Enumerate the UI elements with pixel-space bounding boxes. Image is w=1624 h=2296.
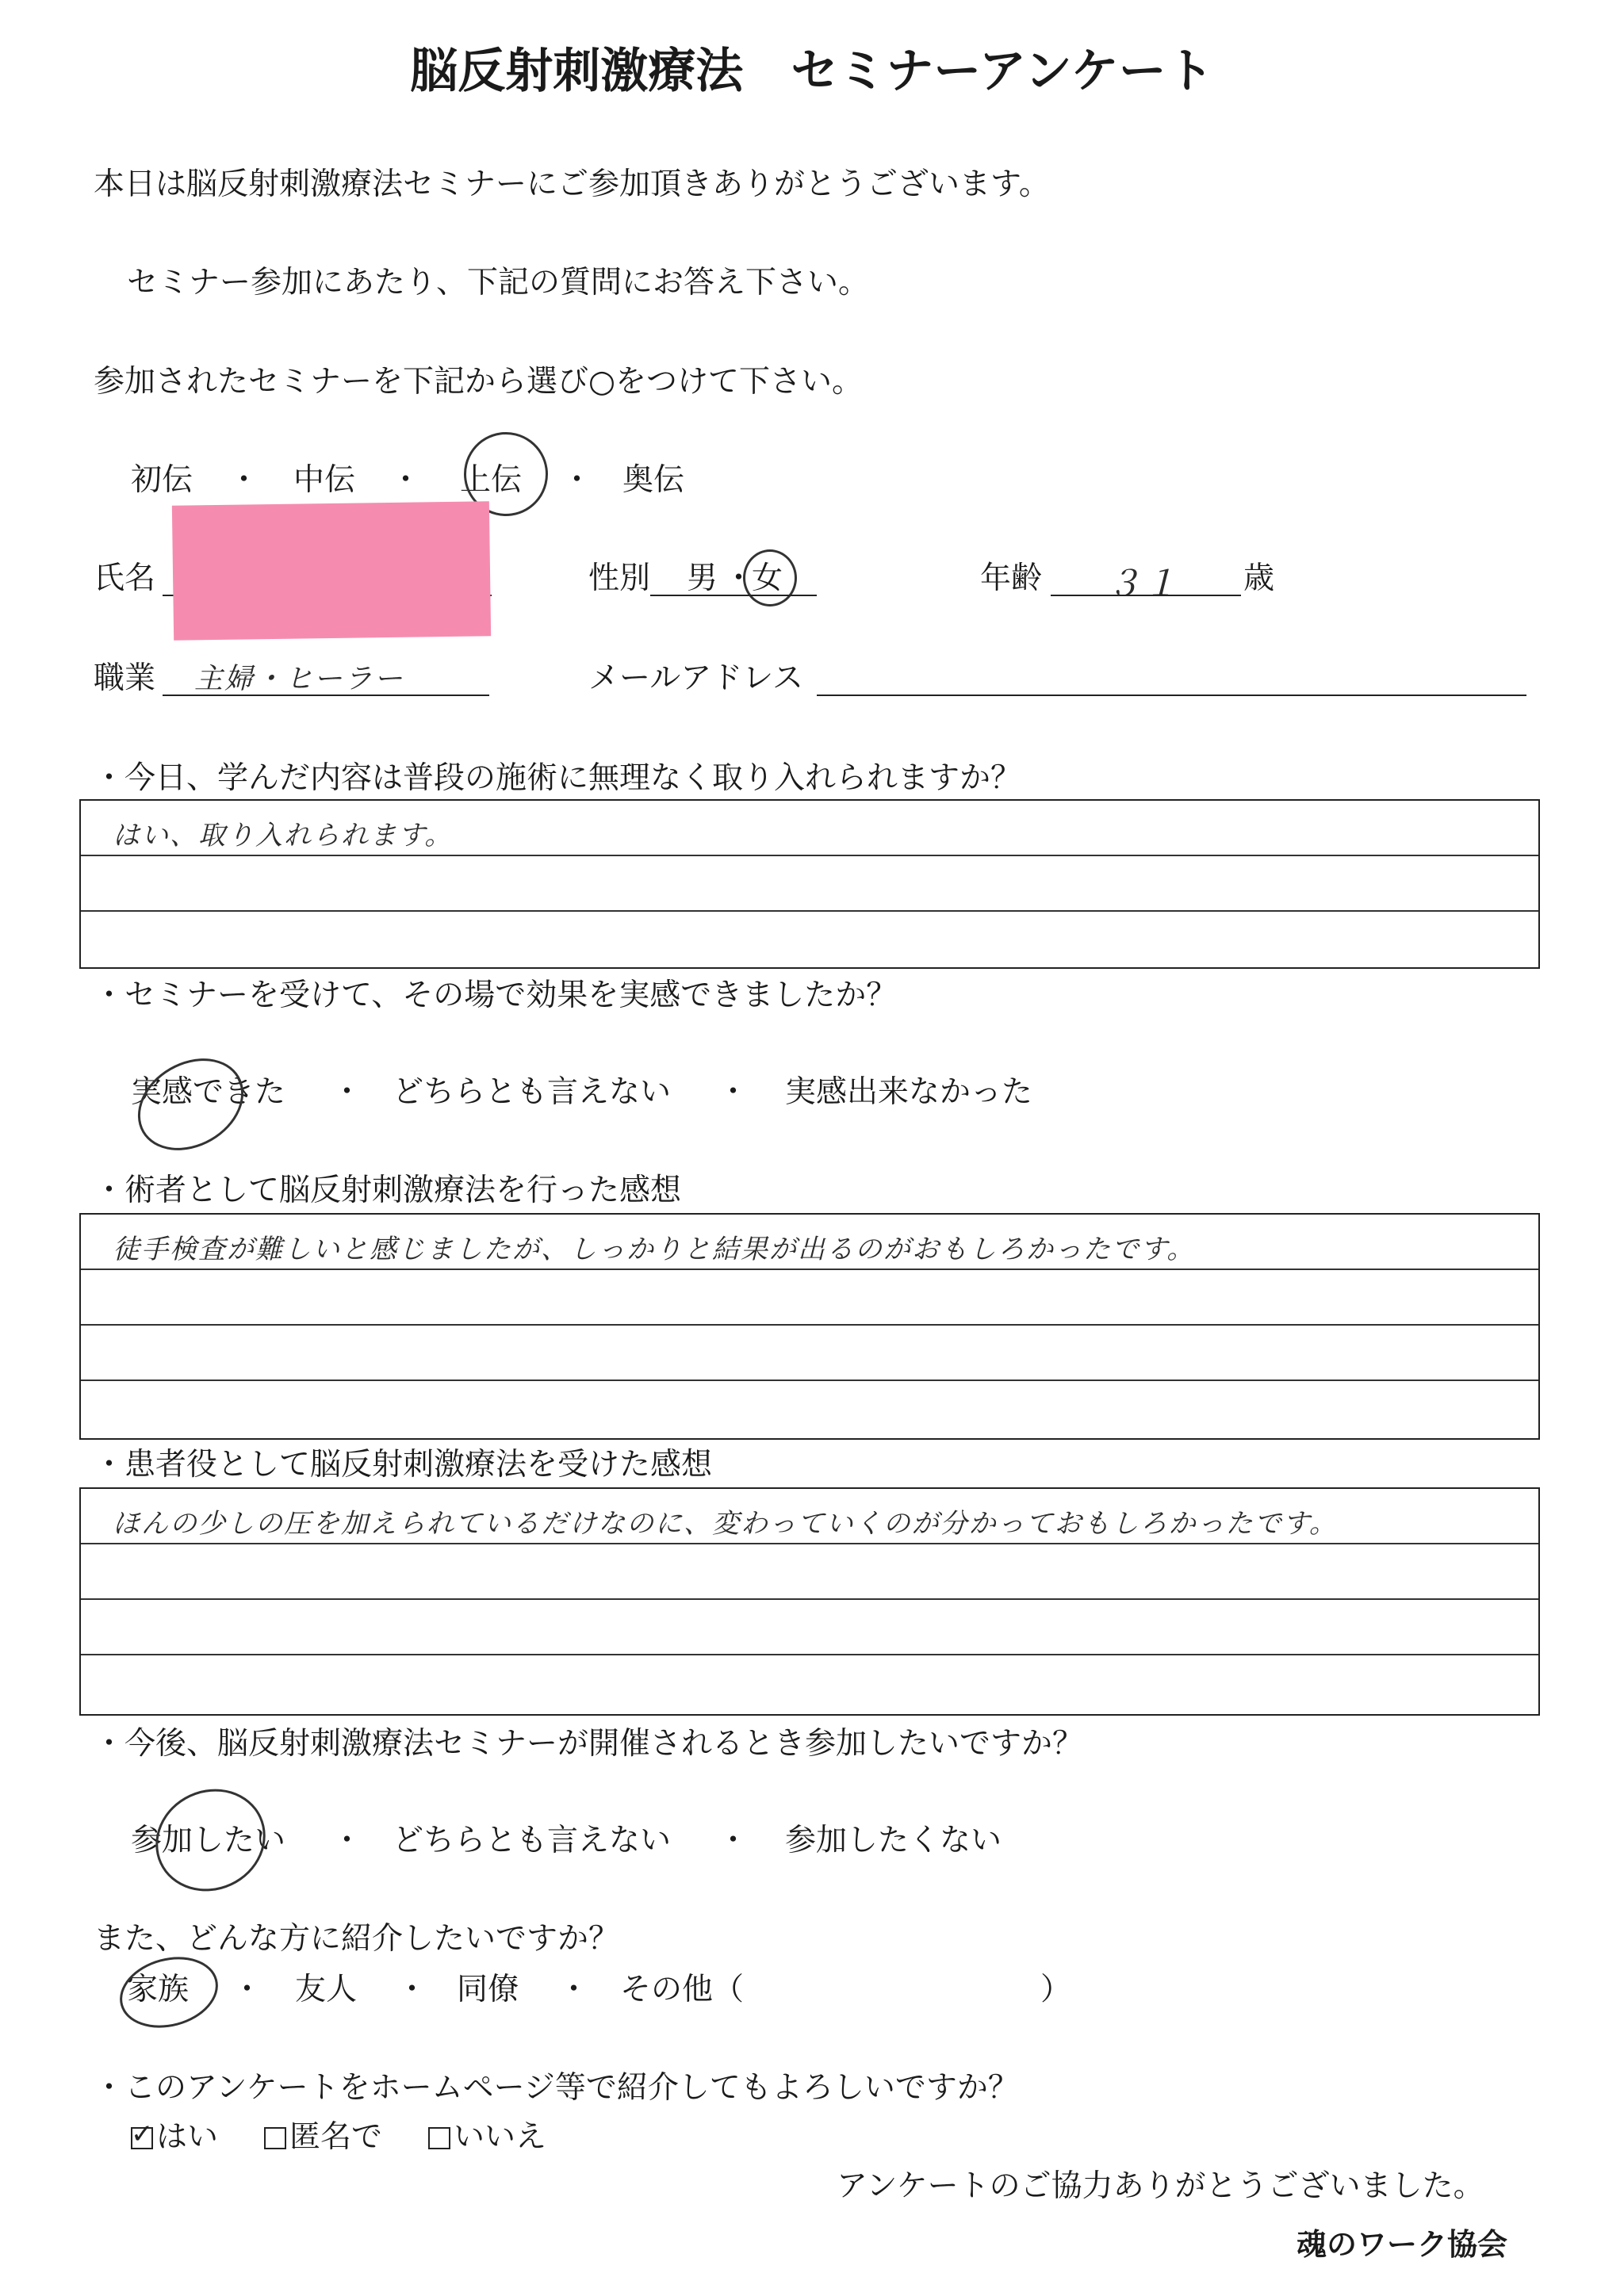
q4-question: ・患者役として脳反射刺激療法を受けた感想 — [94, 1447, 713, 1483]
redaction-sticker — [172, 501, 491, 641]
answer-line[interactable] — [81, 1544, 1538, 1600]
q5-option-3[interactable]: 参加したくない — [785, 1823, 1002, 1858]
q6-option-1[interactable]: 家族 — [127, 1972, 190, 2007]
answer-line[interactable] — [81, 1655, 1538, 1711]
checkbox-icon[interactable] — [264, 2127, 286, 2149]
q6-option-3[interactable]: 同僚 — [457, 1972, 519, 2007]
q7-option-anon[interactable] — [264, 2119, 383, 2155]
q6-sep-2: ・ — [396, 1972, 428, 2007]
q5-selected-circle — [139, 1771, 282, 1909]
answer-line[interactable] — [81, 856, 1538, 912]
gender-underline — [650, 595, 817, 596]
answer-line[interactable] — [81, 1215, 1538, 1270]
q2-sep-2: ・ — [718, 1074, 749, 1110]
answer-line[interactable] — [81, 1326, 1538, 1381]
age-label: 年齢 — [980, 561, 1043, 596]
handwritten-answer: ほんの少しの圧を加えられているだけなのに、変わっていくのが分かっておもしろかったです。 — [113, 1508, 1338, 1540]
age-underline — [1051, 595, 1241, 596]
level-option-3[interactable]: 上伝 — [460, 462, 523, 498]
q2-sep-1: ・ — [331, 1074, 363, 1110]
intro-line-3: 参加されたセミナーを下記から選び○をつけて下さい。 — [94, 364, 864, 400]
q6-other-close: ） — [1040, 1972, 1072, 2007]
intro-line-2: セミナー参加にあたり、下記の質問にお答え下さい。 — [127, 265, 870, 300]
q3-answer-box[interactable] — [79, 1213, 1540, 1440]
q2-option-3[interactable]: 実感出来なかった — [785, 1074, 1033, 1110]
email-field[interactable] — [817, 695, 1526, 696]
email-label: メールアドレス — [588, 660, 804, 696]
q5-question: ・今後、脳反射刺激療法セミナーが開催されるとき参加したいですか？ — [94, 1726, 1084, 1762]
q2-option-2[interactable]: どちらとも言えない — [393, 1074, 672, 1110]
level-sep-2: ・ — [390, 462, 422, 498]
q4-answer-box[interactable] — [79, 1487, 1540, 1716]
q7-option-no[interactable] — [428, 2119, 547, 2155]
answer-line[interactable] — [81, 1489, 1538, 1544]
q2-selected-circle — [121, 1040, 260, 1169]
checkbox-icon[interactable] — [428, 2127, 450, 2149]
q7-question: ・このアンケートをホームページ等で紹介してもよろしいですか？ — [94, 2070, 1019, 2106]
q6-question: また、どんな方に紹介したいですか？ — [94, 1921, 620, 1957]
q1-question: ・今日、学んだ内容は普段の施術に無理なく取り入れられますか？ — [94, 760, 1022, 796]
job-underline — [163, 695, 489, 696]
checkbox-checked-icon[interactable] — [131, 2127, 153, 2149]
answer-line[interactable] — [81, 1381, 1538, 1437]
q5-option-1[interactable]: 参加したい — [131, 1823, 286, 1858]
q7-option-yes[interactable] — [131, 2119, 219, 2155]
page-title: 脳反射刺激療法 セミナーアンケート — [410, 44, 1214, 99]
q5-sep-1: ・ — [331, 1823, 363, 1858]
q2-question: ・セミナーを受けて、その場で効果を実感できましたか？ — [94, 978, 898, 1013]
q2-option-1[interactable]: 実感できた — [131, 1074, 286, 1110]
organization-name: 魂のワーク協会 — [1297, 2226, 1508, 2262]
level-sep-1: ・ — [228, 462, 260, 498]
gender-male[interactable]: 男 — [687, 561, 718, 596]
q7-option-yes-label: はい — [156, 2119, 219, 2155]
q3-question: ・術者として脳反射刺激療法を行った感想 — [94, 1173, 682, 1208]
q6-sep-3: ・ — [558, 1972, 590, 2007]
name-label: 氏名 — [94, 561, 156, 596]
handwritten-answer: 徒手検査が難しいと感じましたが、しっかりと結果が出るのがおもしろかったです。 — [113, 1234, 1196, 1265]
answer-line[interactable] — [81, 1270, 1538, 1326]
answer-line[interactable] — [81, 912, 1538, 967]
level-option-1[interactable]: 初伝 — [131, 462, 193, 498]
gender-selected-circle — [743, 549, 797, 607]
q7-option-anon-label: 匿名で — [289, 2119, 383, 2155]
q7-option-no-label: いいえ — [454, 2119, 547, 2155]
level-option-2[interactable]: 中伝 — [293, 462, 356, 498]
q1-answer-box[interactable] — [79, 799, 1540, 969]
q6-option-2[interactable]: 友人 — [295, 1972, 358, 2007]
gender-female[interactable]: 女 — [752, 561, 783, 596]
handwritten-answer: はい、取り入れられます。 — [113, 820, 454, 851]
answer-line[interactable] — [81, 1600, 1538, 1655]
gender-label: 性別 — [588, 561, 651, 596]
q5-sep-2: ・ — [718, 1823, 749, 1858]
job-value[interactable]: 主婦・ヒーラー — [194, 663, 404, 695]
q6-sep-1: ・ — [232, 1972, 263, 2007]
q6-selected-circle — [112, 1946, 226, 2038]
level-sep-3: ・ — [561, 462, 593, 498]
q5-option-2[interactable]: どちらとも言えない — [393, 1823, 672, 1858]
q6-other-label[interactable]: その他（ — [620, 1972, 745, 2007]
gender-sep: ・ — [723, 561, 755, 596]
answer-line[interactable] — [81, 801, 1538, 856]
age-value[interactable]: ３１ — [1106, 564, 1179, 604]
age-unit: 歳 — [1243, 561, 1275, 596]
level-option-4[interactable]: 奥伝 — [622, 462, 685, 498]
job-label: 職業 — [94, 660, 156, 696]
intro-line-1: 本日は脳反射刺激療法セミナーにご参加頂きありがとうございます。 — [94, 166, 1050, 202]
closing-thanks: アンケートのご協力ありがとうございました。 — [837, 2168, 1484, 2204]
